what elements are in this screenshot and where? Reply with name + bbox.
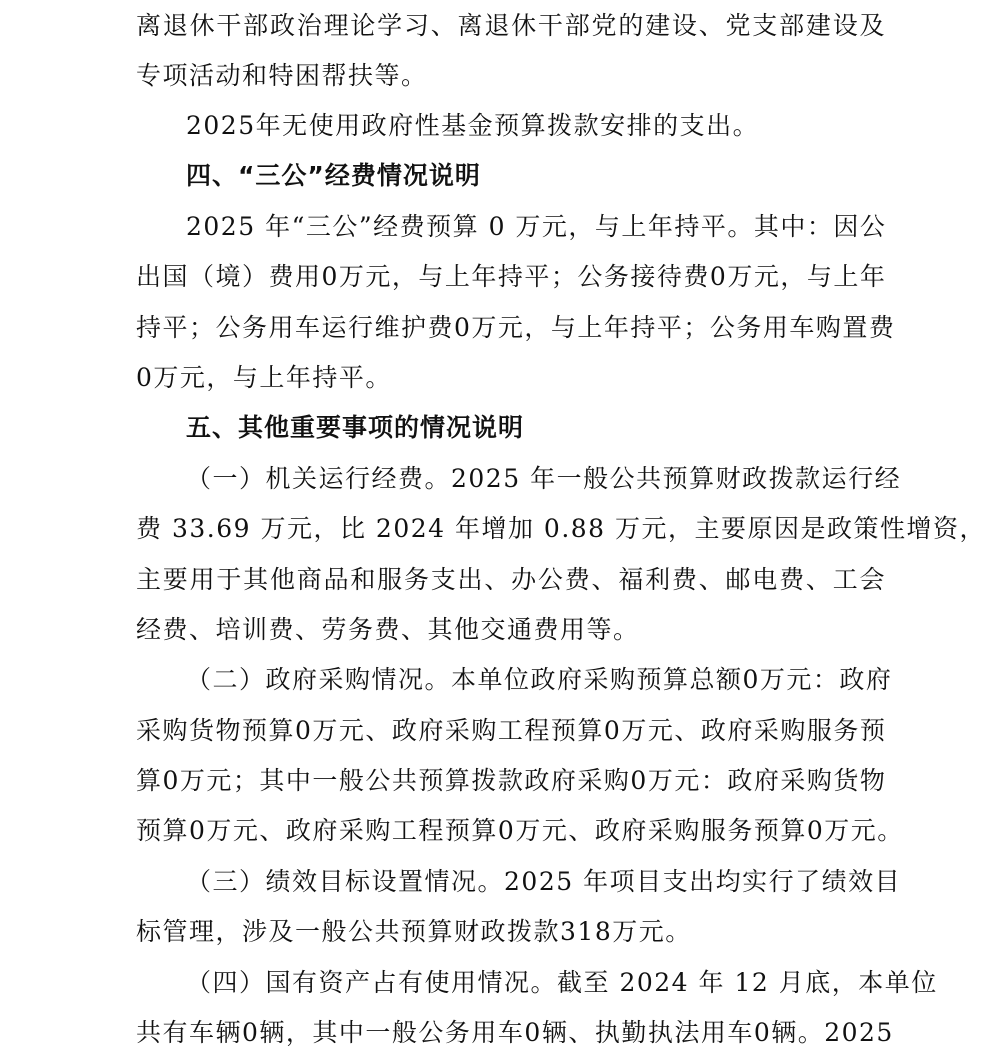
text-line: 0万元，与上年持平。 (136, 363, 392, 392)
text-line: 2025年无使用政府性基金预算拨款安排的支出。 (186, 111, 760, 140)
text-line: （一）机关运行经费。2025 年一般公共预算财政拨款运行经 (186, 464, 902, 493)
text-line: 费 33.69 万元，比 2024 年增加 0.88 万元，主要原因是政策性增资， (136, 514, 987, 543)
text-line: （二）政府采购情况。本单位政府采购预算总额0万元：政府 (186, 665, 893, 694)
section-heading: 五、其他重要事项的情况说明 (186, 413, 525, 442)
section-heading: 四、“三公”经费情况说明 (186, 161, 481, 190)
text-line: （四）国有资产占有使用情况。截至 2024 年 12 月底，本单位 (186, 968, 938, 997)
text-line: 2025 年“三公”经费预算 0 万元，与上年持平。其中：因公 (186, 212, 887, 241)
text-line: 离退休干部政治理论学习、离退休干部党的建设、党支部建设及 (136, 11, 886, 40)
text-line: 标管理，涉及一般公共预算财政拨款318万元。 (136, 917, 692, 946)
text-line: （三）绩效目标设置情况。2025 年项目支出均实行了绩效目 (186, 867, 902, 896)
text-line: 出国（境）费用0万元，与上年持平；公务接待费0万元，与上年 (136, 262, 887, 291)
text-line: 算0万元；其中一般公共预算拨款政府采购0万元：政府采购货物 (136, 766, 887, 795)
text-line: 持平；公务用车运行维护费0万元，与上年持平；公务用车购置费 (136, 313, 896, 342)
text-line: 共有车辆0辆，其中一般公务用车0辆、执勤执法用车0辆。2025 (136, 1018, 894, 1047)
text-line: 采购货物预算0万元、政府采购工程预算0万元、政府采购服务预 (136, 716, 887, 745)
text-line: 预算0万元、政府采购工程预算0万元、政府采购服务预算0万元。 (136, 816, 904, 845)
text-line: 专项活动和特困帮扶等。 (136, 61, 428, 90)
text-line: 经费、培训费、劳务费、其他交通费用等。 (136, 615, 640, 644)
text-line: 主要用于其他商品和服务支出、办公费、福利费、邮电费、工会 (136, 565, 886, 594)
